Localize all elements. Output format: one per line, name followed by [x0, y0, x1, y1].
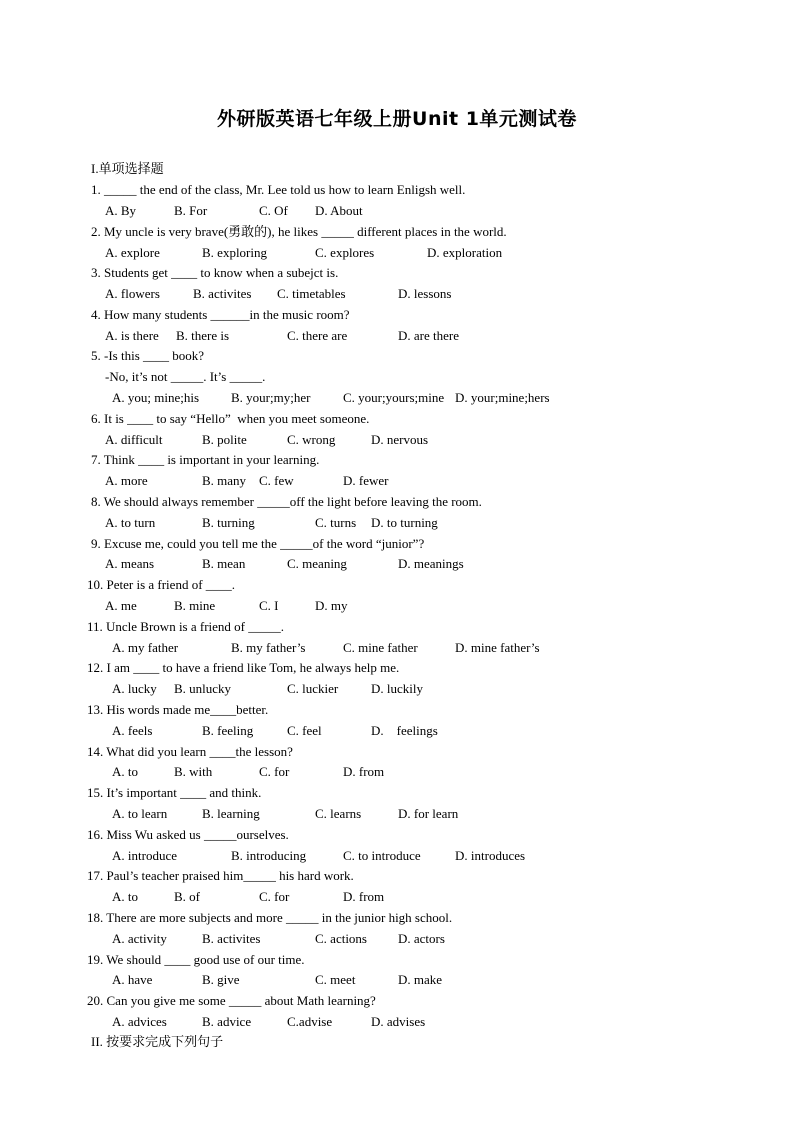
- question-16-option-c: C. to introduce: [343, 848, 421, 863]
- question-10-option-a: A. me: [105, 598, 137, 613]
- question-5-option-c: C. your;yours;mine: [343, 390, 445, 405]
- question-5-option-d: D. your;mine;hers: [455, 390, 550, 405]
- question-5-stem-line2: -No, it’s not _____. It’s _____.: [105, 369, 266, 384]
- question-10-option-c: C. I: [259, 598, 279, 613]
- question-9-option-c: C. meaning: [287, 556, 347, 571]
- question-8-option-d: D. to turning: [371, 515, 438, 530]
- question-7-option-a: A. more: [105, 473, 148, 488]
- question-13-option-b: B. feeling: [202, 723, 254, 738]
- question-1-option-b: B. For: [174, 203, 208, 218]
- question-11-option-a: A. my father: [112, 640, 179, 655]
- question-19-option-c: C. meet: [315, 972, 356, 987]
- question-12-option-c: C. luckier: [287, 681, 339, 696]
- question-15-option-d: D. for learn: [398, 806, 459, 821]
- question-15-option-c: C. learns: [315, 806, 362, 821]
- question-13-option-c: C. feel: [287, 723, 322, 738]
- question-19-option-d: D. make: [398, 972, 443, 987]
- section-heading-1: I.单项选择题: [91, 161, 164, 176]
- question-8-option-c: C. turns: [315, 515, 357, 530]
- question-5-option-b: B. your;my;her: [231, 390, 311, 405]
- question-17-option-d: D. from: [343, 889, 385, 904]
- question-4-option-b: B. there is: [176, 328, 230, 343]
- question-17-option-c: C. for: [259, 889, 290, 904]
- question-9-option-d: D. meanings: [398, 556, 464, 571]
- question-3-option-b: B. activites: [193, 286, 252, 301]
- question-12-option-b: B. unlucky: [174, 681, 232, 696]
- section-heading-2: II. 按要求完成下列句子: [91, 1034, 224, 1049]
- question-10-stem: 10. Peter is a friend of ____.: [87, 577, 236, 592]
- question-11-stem: 11. Uncle Brown is a friend of _____.: [87, 619, 285, 634]
- question-6-option-a: A. difficult: [105, 432, 163, 447]
- question-20-option-d: D. advises: [371, 1014, 426, 1029]
- question-14-option-a: A. to: [112, 764, 138, 779]
- question-13-stem: 13. His words made me____better.: [87, 702, 269, 717]
- question-1-option-c: C. Of: [259, 203, 288, 218]
- question-1-stem: 1. _____ the end of the class, Mr. Lee told us how to learn Enligsh well.: [91, 182, 466, 197]
- question-7-option-b: B. many: [202, 473, 247, 488]
- question-17-option-b: B. of: [174, 889, 200, 904]
- question-19-stem: 19. We should ____ good use of our time.: [87, 952, 305, 967]
- question-3-stem: 3. Students get ____ to know when a subejct is.: [91, 265, 339, 280]
- question-12-stem: 12. I am ____ to have a friend like Tom, he always help me.: [87, 660, 400, 675]
- question-8-option-b: B. turning: [202, 515, 255, 530]
- question-18-option-d: D. actors: [398, 931, 445, 946]
- question-6-stem: 6. It is ____ to say “Hello” when you meet someone.: [91, 411, 370, 426]
- question-20-option-c: C.advise: [287, 1014, 333, 1029]
- question-18-stem: 18. There are more subjects and more _____ in the junior high school.: [87, 910, 453, 925]
- question-11-option-d: D. mine father’s: [455, 640, 540, 655]
- question-16-option-b: B. introducing: [231, 848, 307, 863]
- question-13-option-d: D. feelings: [371, 723, 438, 738]
- question-7-option-c: C. few: [259, 473, 294, 488]
- question-11-option-b: B. my father’s: [231, 640, 306, 655]
- question-16-option-d: D. introduces: [455, 848, 526, 863]
- question-15-stem: 15. It’s important ____ and think.: [87, 785, 262, 800]
- question-17-stem: 17. Paul’s teacher praised him_____ his hard work.: [87, 868, 354, 883]
- question-19-option-a: A. have: [112, 972, 153, 987]
- question-16-option-a: A. introduce: [112, 848, 177, 863]
- question-4-stem: 4. How many students ______in the music room?: [91, 307, 350, 322]
- question-4-option-a: A. is there: [105, 328, 159, 343]
- question-14-option-b: B. with: [174, 764, 213, 779]
- question-14-option-c: C. for: [259, 764, 290, 779]
- question-5-stem: 5. -Is this ____ book?: [91, 348, 205, 363]
- question-6-option-d: D. nervous: [371, 432, 429, 447]
- question-13-option-a: A. feels: [112, 723, 153, 738]
- question-1-option-d: D. About: [315, 203, 363, 218]
- question-20-stem: 20. Can you give me some _____ about Math learning?: [87, 993, 376, 1008]
- question-14-option-d: D. from: [343, 764, 385, 779]
- question-16-stem: 16. Miss Wu asked us _____ourselves.: [87, 827, 289, 842]
- question-2-option-d: D. exploration: [427, 245, 503, 260]
- question-2-option-b: B. exploring: [202, 245, 267, 260]
- question-17-option-a: A. to: [112, 889, 138, 904]
- question-9-option-a: A. means: [105, 556, 155, 571]
- question-15-option-a: A. to learn: [112, 806, 168, 821]
- question-2-option-a: A. explore: [105, 245, 160, 260]
- question-3-option-d: D. lessons: [398, 286, 452, 301]
- question-9-option-b: B. mean: [202, 556, 246, 571]
- question-18-option-a: A. activity: [112, 931, 167, 946]
- question-12-option-d: D. luckily: [371, 681, 423, 696]
- question-8-option-a: A. to turn: [105, 515, 156, 530]
- question-14-stem: 14. What did you learn ____the lesson?: [87, 744, 293, 759]
- question-7-option-d: D. fewer: [343, 473, 389, 488]
- question-11-option-c: C. mine father: [343, 640, 418, 655]
- question-18-option-b: B. activites: [202, 931, 261, 946]
- question-9-stem: 9. Excuse me, could you tell me the _____of the word “junior”?: [91, 536, 425, 551]
- question-10-option-b: B. mine: [174, 598, 216, 613]
- question-2-option-c: C. explores: [315, 245, 375, 260]
- question-10-option-d: D. my: [315, 598, 348, 613]
- question-18-option-c: C. actions: [315, 931, 367, 946]
- question-8-stem: 8. We should always remember _____off the light before leaving the room.: [91, 494, 482, 509]
- page-title: 外研版英语七年级上册Unit 1单元测试卷: [217, 108, 577, 130]
- question-15-option-b: B. learning: [202, 806, 260, 821]
- question-4-option-c: C. there are: [287, 328, 348, 343]
- question-7-stem: 7. Think ____ is important in your learning.: [91, 452, 320, 467]
- question-3-option-a: A. flowers: [105, 286, 160, 301]
- question-20-option-b: B. advice: [202, 1014, 252, 1029]
- question-12-option-a: A. lucky: [112, 681, 157, 696]
- question-2-stem: 2. My uncle is very brave(勇敢的), he likes _____ different places in the world.: [91, 224, 507, 239]
- question-6-option-c: C. wrong: [287, 432, 336, 447]
- question-5-option-a: A. you; mine;his: [112, 390, 200, 405]
- question-19-option-b: B. give: [202, 972, 240, 987]
- question-20-option-a: A. advices: [112, 1014, 167, 1029]
- question-4-option-d: D. are there: [398, 328, 459, 343]
- question-6-option-b: B. polite: [202, 432, 247, 447]
- question-1-option-a: A. By: [105, 203, 137, 218]
- question-3-option-c: C. timetables: [277, 286, 346, 301]
